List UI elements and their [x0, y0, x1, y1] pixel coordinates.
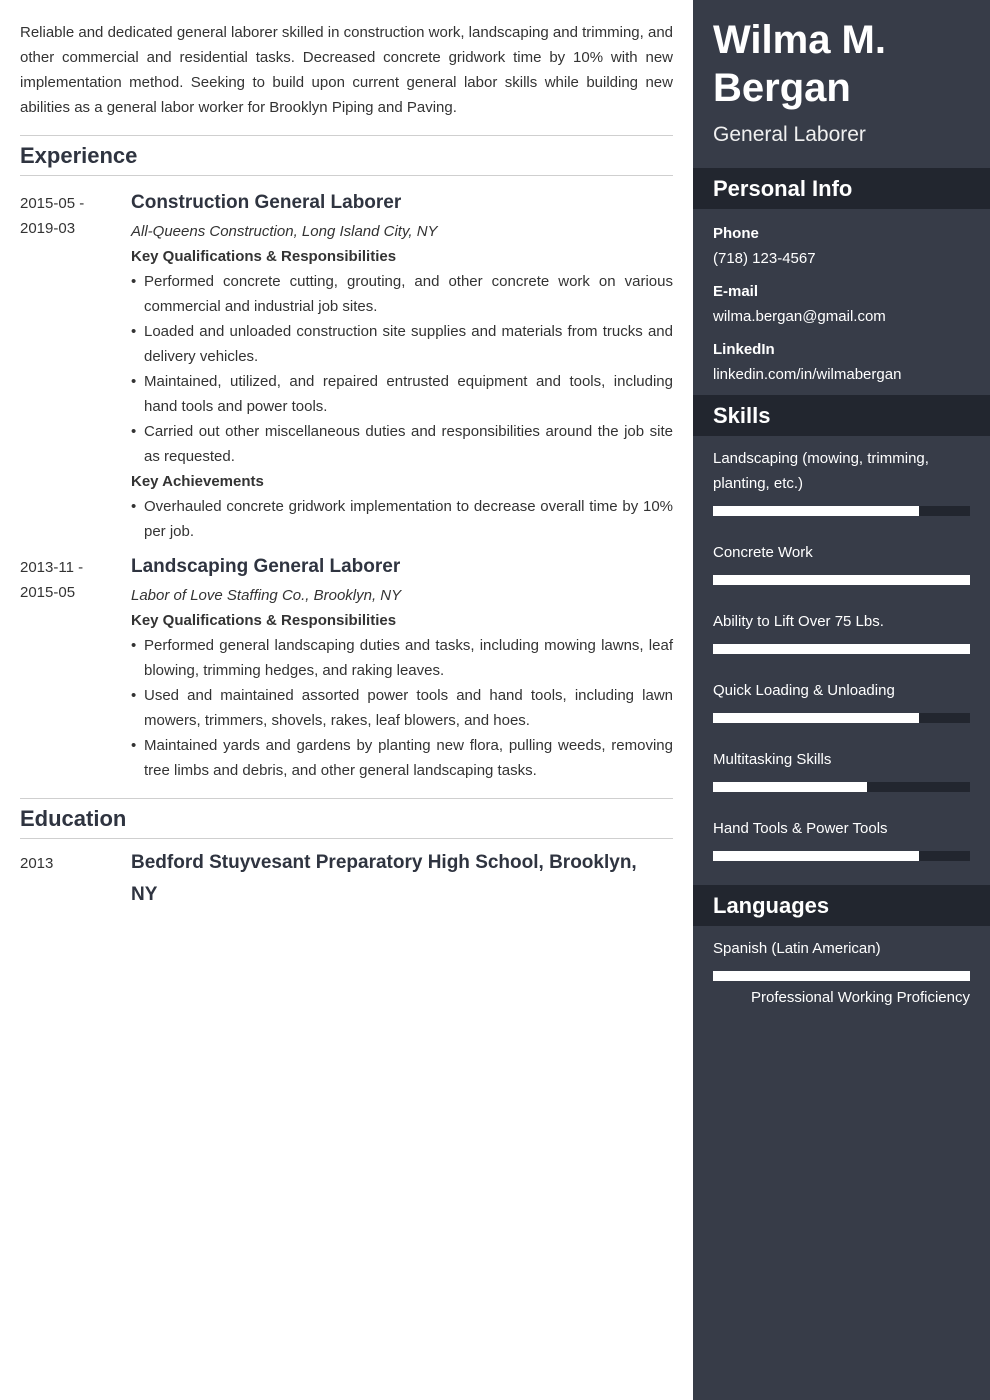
entry-body — [131, 191, 673, 544]
skills-list — [693, 436, 990, 861]
list-item: • Overhauled concrete gridwork implementation to decrease overall time by 10% per job. — [131, 494, 673, 544]
entry-body — [131, 555, 673, 783]
entry-body — [131, 851, 673, 911]
list-item: • Maintained yards and gardens by planting new flora, pulling weeds, removing tree limbs and debris, and other general landscaping tasks. — [131, 733, 673, 783]
skill-bar-fill — [713, 575, 970, 585]
skill-bar-fill — [713, 782, 867, 792]
job-title: Landscaping General Laborer — [131, 556, 401, 577]
responsibilities-list — [131, 633, 673, 783]
list-item: • Performed concrete cutting, grouting, and other concrete work on various commercial and industrial job sites. — [131, 269, 673, 319]
language-bar-fill — [713, 971, 970, 981]
company: All-Queens Construction, Long Island City, NY — [131, 223, 438, 240]
skill-name: Landscaping (mowing, trimming, planting, etc.) — [713, 450, 929, 492]
languages-list — [693, 926, 990, 1010]
company: Labor of Love Staffing Co., Brooklyn, NY — [131, 587, 402, 604]
skill-item — [713, 609, 970, 654]
skill-bar — [713, 575, 970, 585]
languages-heading: Languages — [693, 885, 990, 926]
experience-entry — [20, 191, 673, 544]
skill-name: Concrete Work — [713, 544, 813, 561]
linkedin-value: linkedin.com/in/wilmabergan — [713, 366, 902, 383]
responsibilities-heading: Key Qualifications & Responsibilities — [131, 612, 397, 629]
job-title: Construction General Laborer — [131, 192, 402, 213]
sidebar — [693, 0, 990, 1400]
skill-name: Hand Tools & Power Tools — [713, 820, 888, 837]
list-item: • Performed general landscaping duties and tasks, including mowing lawns, leaf blowing, trimming hedges, and raking leaves. — [131, 633, 673, 683]
language-proficiency: Professional Working Proficiency — [751, 989, 970, 1006]
list-item: • Loaded and unloaded construction site supplies and materials from trucks and delivery vehicles. — [131, 319, 673, 369]
email-value: wilma.bergan@gmail.com — [713, 308, 886, 325]
school-name: Bedford Stuyvesant Preparatory High School, Brooklyn, NY — [131, 852, 637, 905]
personal-info — [693, 209, 990, 387]
language-name: Spanish (Latin American) — [713, 940, 881, 957]
entry-date: 2013-11 - 2015-05 — [20, 559, 84, 601]
skill-bar-fill — [713, 713, 919, 723]
skills-heading: Skills — [693, 395, 990, 436]
list-item: • Maintained, utilized, and repaired entrusted equipment and tools, including hand tools and power tools. — [131, 369, 673, 419]
skill-bar-fill — [713, 506, 919, 516]
skill-item — [713, 446, 970, 516]
skill-item — [713, 678, 970, 723]
candidate-title: General Laborer — [713, 123, 866, 146]
summary: Reliable and dedicated general laborer skilled in construction work, landscaping and trimming, and other commercial and residential tasks. Decreased concrete gridwork time by 10% with new implementation method. Seeking to build upon current general labor skills while building new abilities as a general labor worker for Brooklyn Piping and Paving. — [20, 24, 673, 116]
skill-name: Ability to Lift Over 75 Lbs. — [713, 613, 884, 630]
candidate-name: Wilma M. Bergan — [713, 18, 886, 110]
skill-bar-fill — [713, 644, 970, 654]
experience-entry — [20, 555, 673, 783]
skill-name: Multitasking Skills — [713, 751, 832, 768]
skill-name: Quick Loading & Unloading — [713, 682, 895, 699]
skill-bar — [713, 713, 970, 723]
education-entry — [20, 851, 673, 911]
responsibilities-list — [131, 269, 673, 469]
skill-item — [713, 540, 970, 585]
skill-bar — [713, 782, 970, 792]
language-bar — [713, 971, 970, 981]
responsibilities-heading: Key Qualifications & Responsibilities — [131, 248, 397, 265]
phone-value: (718) 123-4567 — [713, 250, 816, 267]
achievements-heading: Key Achievements — [131, 473, 264, 490]
email-label: E-mail — [713, 283, 759, 300]
skill-bar — [713, 506, 970, 516]
skill-bar — [713, 851, 970, 861]
entry-date: 2013 — [20, 855, 54, 872]
education-heading: Education — [20, 798, 673, 839]
skill-bar-fill — [713, 851, 919, 861]
skill-bar — [713, 644, 970, 654]
skill-item — [713, 747, 970, 792]
linkedin-label: LinkedIn — [713, 341, 775, 358]
list-item: • Used and maintained assorted power tools and hand tools, including lawn mowers, trimmers, shovels, rakes, leaf blowers, and hoes. — [131, 683, 673, 733]
skill-item — [713, 816, 970, 861]
personal-info-heading: Personal Info — [693, 168, 990, 209]
experience-heading: Experience — [20, 135, 673, 176]
entry-date: 2015-05 - 2019-03 — [20, 195, 85, 237]
list-item: • Carried out other miscellaneous duties and responsibilities around the job site as requested. — [131, 419, 673, 469]
phone-label: Phone — [713, 225, 759, 242]
achievements-list — [131, 494, 673, 544]
